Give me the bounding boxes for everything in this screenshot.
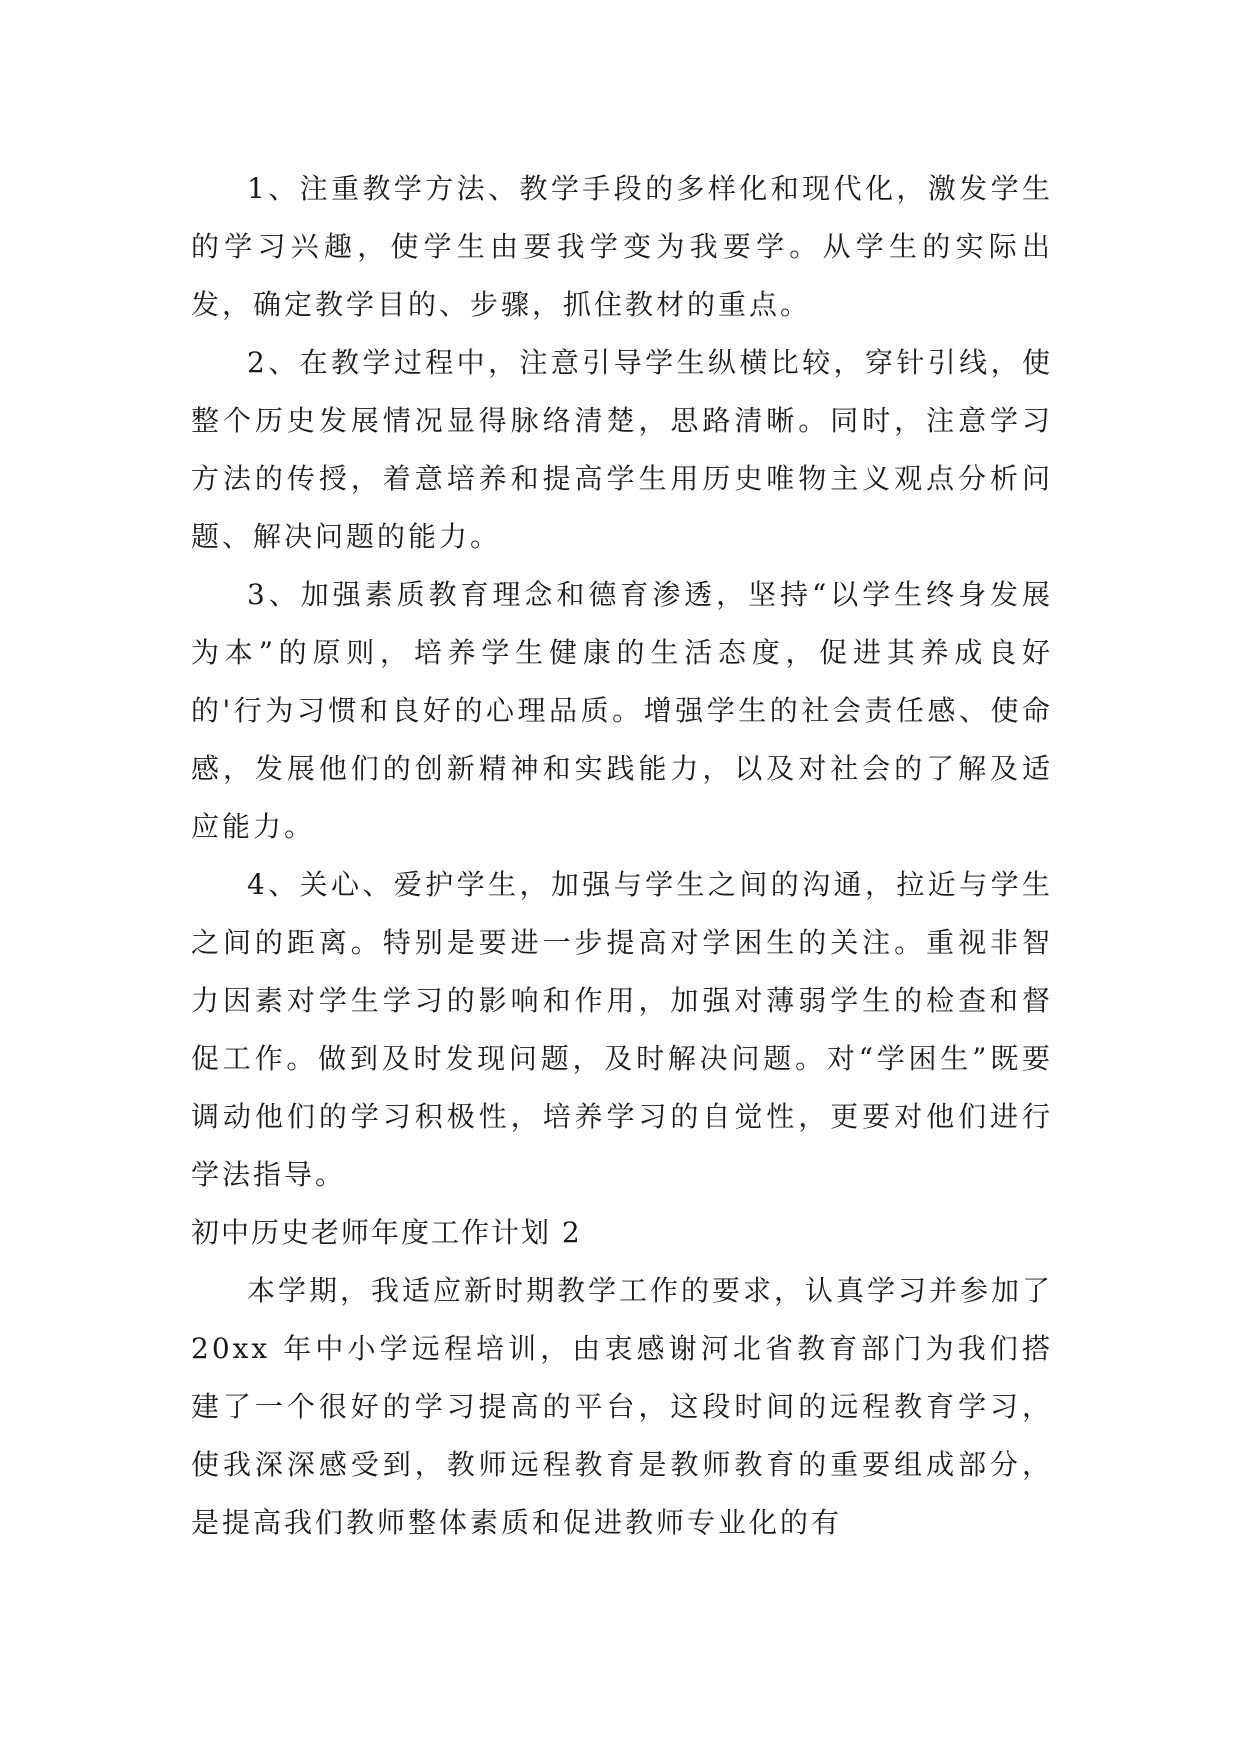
section-heading: 初中历史老师年度工作计划 2 xyxy=(191,1216,582,1249)
paragraph-item-4: 4、关心、爱护学生，加强与学生之间的沟通，拉近与学生之间的距离。特别是要进一步提高对学困生的关注。重视非智力因素对学生学习的影响和作用，加强对薄弱学生的检查和督促工作。做到及时发现问题，及时解决问题。对“学困生”既要调动他们的学习积极性，培养学习的自觉性，更要对他们进行学法指导。 xyxy=(191,868,1053,1191)
paragraph-item-3: 3、加强素质教育理念和德育渗透，坚持“以学生终身发展为本”的原则，培养学生健康的生活态度，促进其养成良好的'行为习惯和良好的心理品质。增强学生的社会责任感、使命感，发展他们的创新精神和实践能力，以及对社会的了解及适应能力。 xyxy=(191,578,1053,843)
paragraph-intro-section-2: 本学期，我适应新时期教学工作的要求，认真学习并参加了 20xx 年中小学远程培训，由衷感谢河北省教育部门为我们搭建了一个很好的学习提高的平台，这段时间的远程教育学习，使我深深感受到，教师远程教育是教师教育的重要组成部分，是提高我们教师整体素质和促进教师专业化的有 xyxy=(191,1274,1054,1539)
document-body xyxy=(191,160,1053,1552)
paragraph-item-1: 1、注重教学方法、教学手段的多样化和现代化，激发学生的学习兴趣，使学生由要我学变为我要学。从学生的实际出发，确定教学目的、步骤，抓住教材的重点。 xyxy=(191,172,1053,321)
paragraph-item-2: 2、在教学过程中，注意引导学生纵横比较，穿针引线，使整个历史发展情况显得脉络清楚，思路清晰。同时，注意学习方法的传授，着意培养和提高学生用历史唯物主义观点分析问题、解决问题的能力。 xyxy=(191,346,1053,553)
